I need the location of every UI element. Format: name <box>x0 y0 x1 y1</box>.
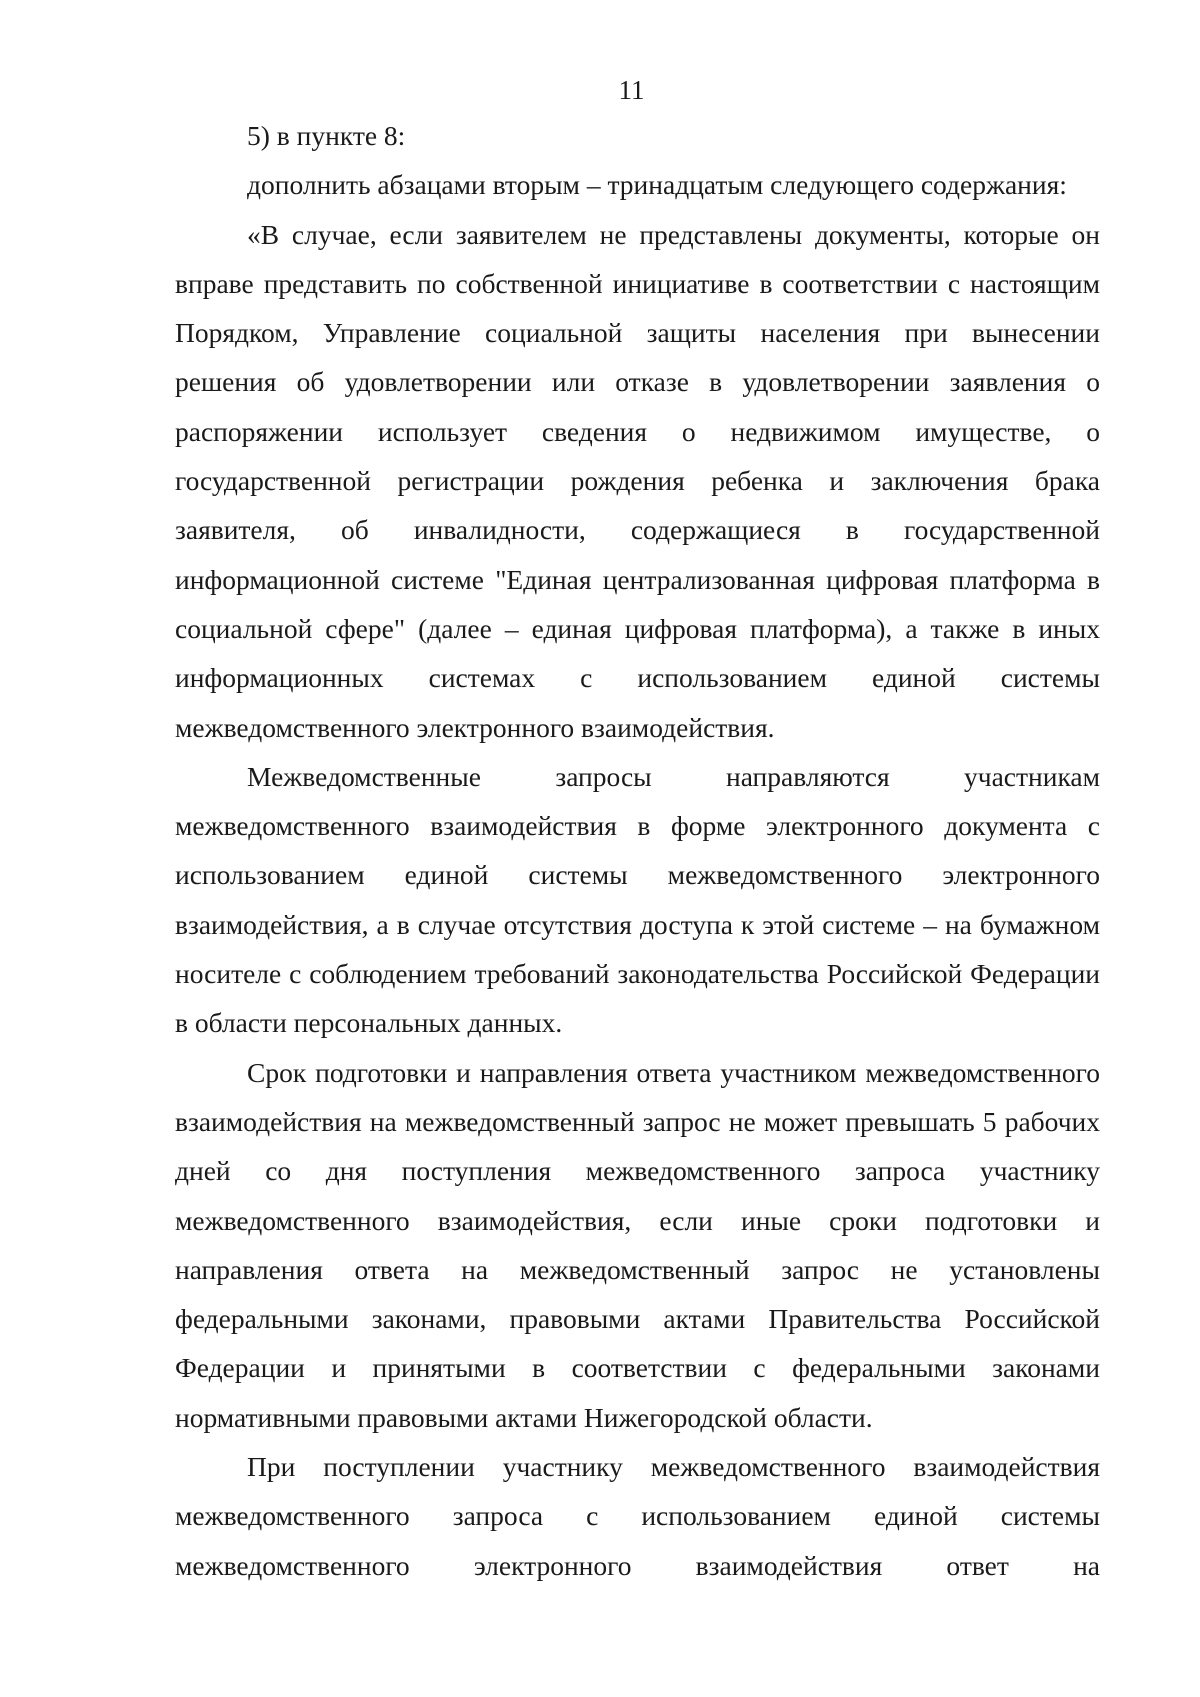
paragraph-documents-info: «В случае, если заявителем не представлены документы, которые он вправе представить по собственной инициативе в соответствии с настоящим Порядком, Управление социальной защиты населения при вынесении решения об удовлетворении или отказе в удовлетворении заявления о распоряжении использует сведения о недвижимом имуществе, о государственной регистрации рождения ребенка и заключения брака заявителя, об инвалидности, содержащиеся в государственной информационной системе "Единая централизованная цифровая платформа в социальной сфере" (далее – единая цифровая платформа), а также в иных информационных системах с использованием единой системы межведомственного электронного взаимодействия. <box>175 218 1100 743</box>
paragraph-request-receipt: При поступлении участнику межведомственного взаимодействия межведомственного запроса с использованием единой системы межведомственного электронного взаимодействия ответ на <box>175 1451 1100 1581</box>
document-body <box>175 111 1100 1590</box>
paragraph-interagency-requests: Межведомственные запросы направляются участникам межведомственного взаимодействия в форме электронного документа с использованием единой системы межведомственного электронного взаимодействия, а в случае отсутствия доступа к этой системе – на бумажном носителе с соблюдением требований законодательства Российской Федерации в области персональных данных. <box>175 760 1100 1039</box>
paragraph-supplement-intro: дополнить абзацами вторым – тринадцатым следующего содержания: <box>247 169 1067 201</box>
page-number: 11 <box>618 75 645 105</box>
paragraph-response-deadline: Срок подготовки и направления ответа участником межведомственного взаимодействия на межведомственный запрос не может превышать 5 рабочих дней со дня поступления межведомственного запроса участнику межведомственного взаимодействия, если иные сроки подготовки и направления ответа на межведомственный запрос не установлены федеральными законами, правовыми актами Правительства Российской Федерации и принятыми в соответствии с федеральными законами нормативными правовыми актами Нижегородской области. <box>175 1056 1100 1433</box>
paragraph-item-5: 5) в пункте 8: <box>247 120 406 151</box>
